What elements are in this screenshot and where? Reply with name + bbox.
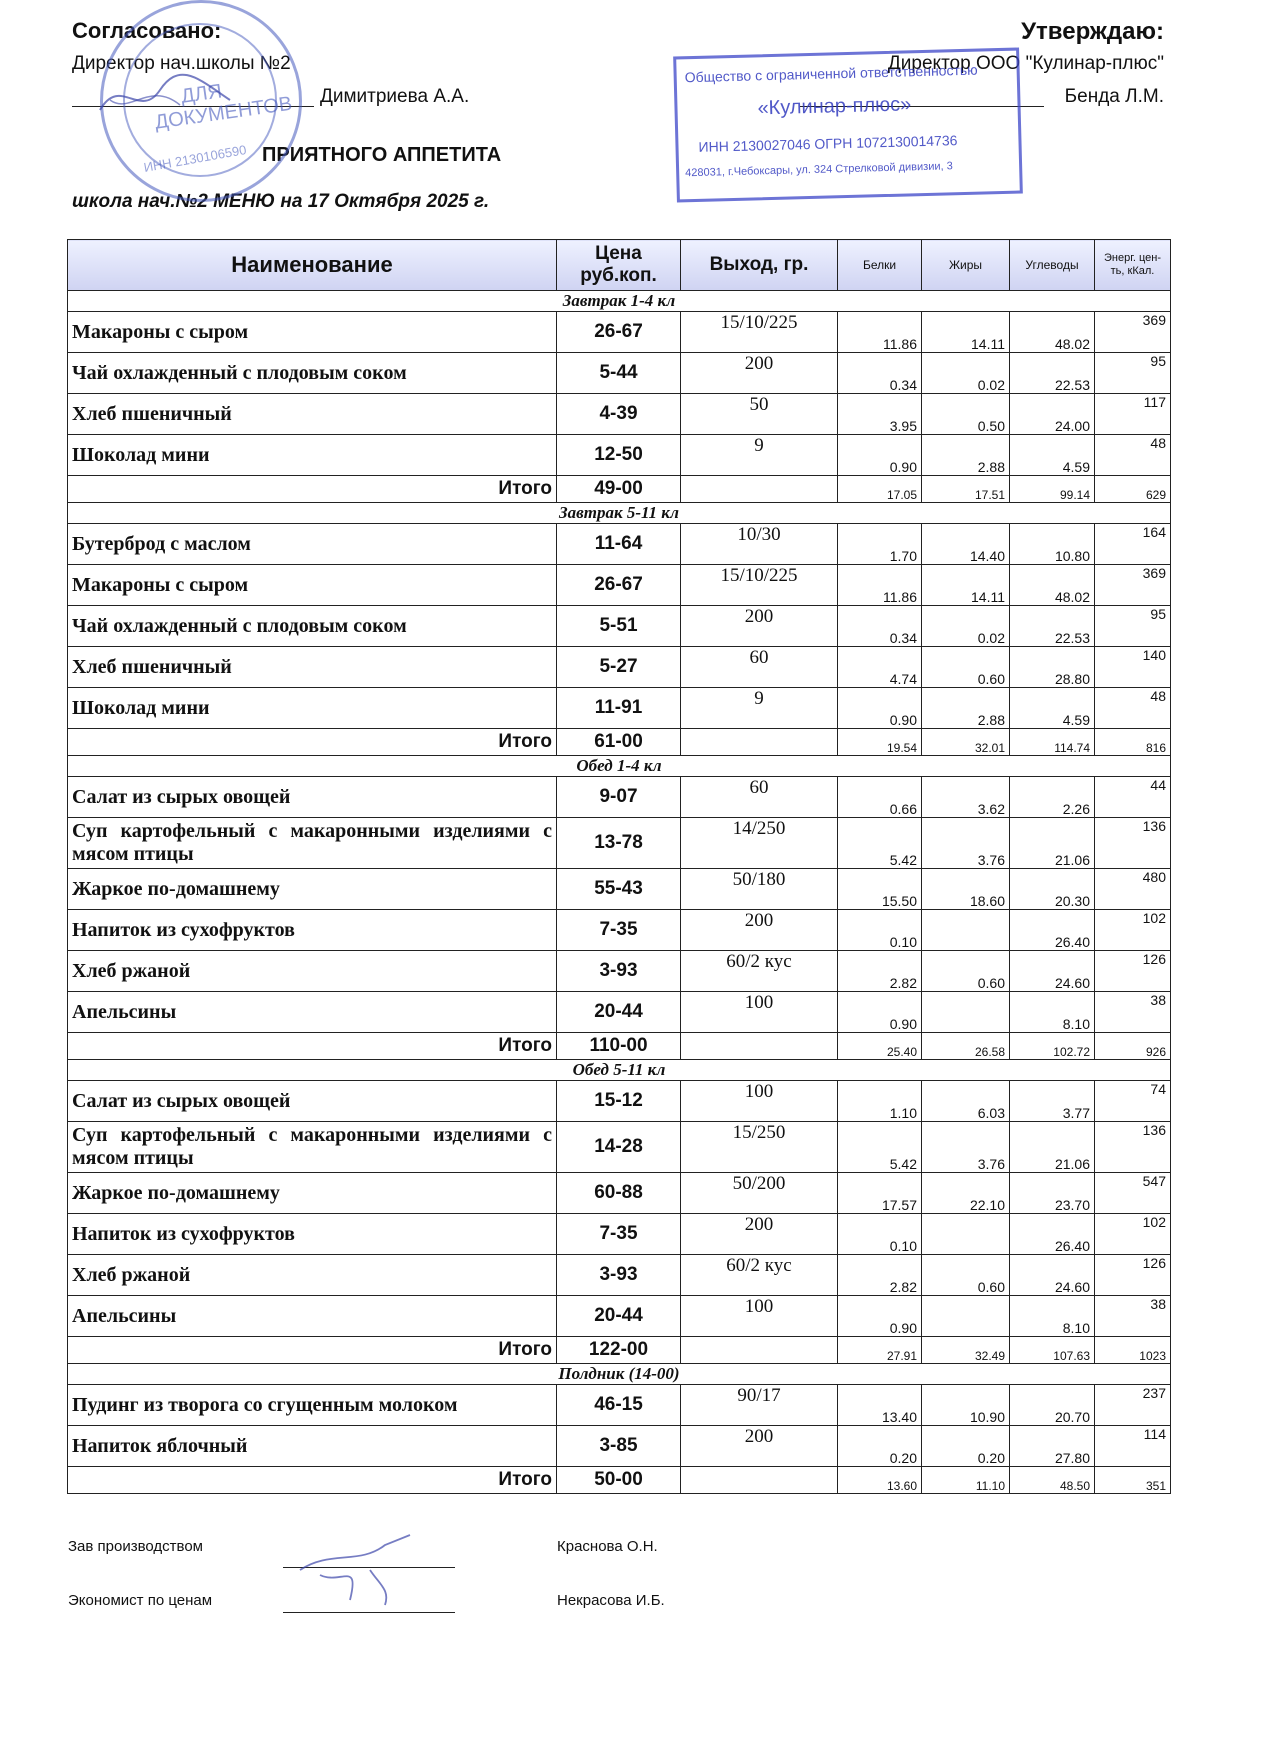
menu-table-body (68, 291, 1171, 1494)
footer-signature-scribble (290, 1530, 440, 1610)
dish-energy: 44 (1095, 777, 1171, 818)
dish-price: 9-07 (557, 777, 681, 818)
round-stamp-center-text: ДЛЯ ДОКУМЕНТОВ (153, 80, 294, 134)
dish-name: Хлеб пшеничный (68, 394, 557, 435)
dish-carbs: 20.70 (1010, 1385, 1095, 1426)
dish-yield: 90/17 (681, 1385, 838, 1426)
col-header-price: Цена руб.коп. (557, 240, 681, 291)
dish-name: Хлеб ржаной (68, 1255, 557, 1296)
dish-name: Жаркое по-домашнему (68, 1173, 557, 1214)
dish-fat: 0.50 (922, 394, 1010, 435)
dish-protein: 11.86 (838, 312, 922, 353)
section-header-row (68, 1060, 1171, 1081)
dish-name: Суп картофельный с макаронными изделиями с мясом птицы (68, 1122, 557, 1173)
table-row (68, 910, 1171, 951)
table-row (68, 777, 1171, 818)
dish-fat: 0.60 (922, 647, 1010, 688)
total-row (68, 1467, 1171, 1494)
dish-energy: 114 (1095, 1426, 1171, 1467)
dish-name: Макароны с сыром (68, 312, 557, 353)
dish-protein: 0.10 (838, 1214, 922, 1255)
footer-signature-line-2 (283, 1612, 455, 1613)
menu-date-line: школа нач.№2 МЕНЮ на 17 Октября 2025 г. (72, 191, 490, 212)
dish-energy: 95 (1095, 606, 1171, 647)
section-title: Завтрак 5-11 кл (68, 503, 1171, 524)
dish-yield: 60/2 кус (681, 1255, 838, 1296)
total-label: Итого (68, 1337, 557, 1364)
dish-protein: 0.20 (838, 1426, 922, 1467)
total-carbs: 48.50 (1010, 1467, 1095, 1494)
col-header-carbs: Углеводы (1010, 240, 1095, 291)
dish-price: 11-91 (557, 688, 681, 729)
col-header-name: Наименование (68, 240, 557, 291)
section-header-row (68, 756, 1171, 777)
dish-protein: 0.90 (838, 992, 922, 1033)
footer-name-1: Краснова О.Н. (557, 1538, 658, 1555)
dish-carbs: 8.10 (1010, 992, 1095, 1033)
total-protein: 25.40 (838, 1033, 922, 1060)
dish-price: 55-43 (557, 869, 681, 910)
dish-name: Бутерброд с маслом (68, 524, 557, 565)
dish-protein: 0.34 (838, 606, 922, 647)
dish-fat (922, 1214, 1010, 1255)
table-row (68, 394, 1171, 435)
dish-energy: 136 (1095, 1122, 1171, 1173)
dish-protein: 2.82 (838, 951, 922, 992)
dish-protein: 1.10 (838, 1081, 922, 1122)
total-energy: 629 (1095, 476, 1171, 503)
dish-energy: 126 (1095, 951, 1171, 992)
dish-carbs: 4.59 (1010, 688, 1095, 729)
total-price: 61-00 (557, 729, 681, 756)
dish-price: 26-67 (557, 312, 681, 353)
total-yield-empty (681, 1337, 838, 1364)
dish-yield: 50/180 (681, 869, 838, 910)
dish-protein: 5.42 (838, 818, 922, 869)
dish-yield: 100 (681, 1296, 838, 1337)
dish-carbs: 23.70 (1010, 1173, 1095, 1214)
total-protein: 19.54 (838, 729, 922, 756)
dish-yield: 50/200 (681, 1173, 838, 1214)
table-row (68, 312, 1171, 353)
col-header-yield: Выход, гр. (681, 240, 838, 291)
dish-carbs: 26.40 (1010, 910, 1095, 951)
dish-fat (922, 992, 1010, 1033)
dish-energy: 140 (1095, 647, 1171, 688)
dish-yield: 200 (681, 606, 838, 647)
dish-price: 20-44 (557, 992, 681, 1033)
dish-carbs: 10.80 (1010, 524, 1095, 565)
dish-fat: 18.60 (922, 869, 1010, 910)
dish-protein: 0.34 (838, 353, 922, 394)
dish-energy: 102 (1095, 910, 1171, 951)
right-approval-name: Бенда Л.М. (1064, 86, 1164, 107)
total-energy: 926 (1095, 1033, 1171, 1060)
dish-price: 5-51 (557, 606, 681, 647)
total-protein: 13.60 (838, 1467, 922, 1494)
dish-carbs: 24.60 (1010, 951, 1095, 992)
dish-name: Хлеб ржаной (68, 951, 557, 992)
dish-yield: 9 (681, 435, 838, 476)
dish-energy: 369 (1095, 312, 1171, 353)
dish-protein: 5.42 (838, 1122, 922, 1173)
dish-name: Хлеб пшеничный (68, 647, 557, 688)
dish-fat: 0.20 (922, 1426, 1010, 1467)
dish-price: 13-78 (557, 818, 681, 869)
table-row (68, 1426, 1171, 1467)
dish-energy: 48 (1095, 435, 1171, 476)
table-row (68, 992, 1171, 1033)
dish-yield: 50 (681, 394, 838, 435)
dish-price: 3-93 (557, 951, 681, 992)
total-fat: 26.58 (922, 1033, 1010, 1060)
table-row (68, 688, 1171, 729)
total-fat: 17.51 (922, 476, 1010, 503)
total-price: 49-00 (557, 476, 681, 503)
dish-fat: 2.88 (922, 435, 1010, 476)
total-energy: 1023 (1095, 1337, 1171, 1364)
total-fat: 32.49 (922, 1337, 1010, 1364)
dish-yield: 15/10/225 (681, 312, 838, 353)
dish-fat: 22.10 (922, 1173, 1010, 1214)
col-header-protein: Белки (838, 240, 922, 291)
dish-fat (922, 910, 1010, 951)
dish-carbs: 48.02 (1010, 312, 1095, 353)
total-energy: 351 (1095, 1467, 1171, 1494)
dish-energy: 547 (1095, 1173, 1171, 1214)
menu-table (67, 239, 1171, 1494)
dish-name: Жаркое по-домашнему (68, 869, 557, 910)
total-label: Итого (68, 1033, 557, 1060)
dish-energy: 74 (1095, 1081, 1171, 1122)
dish-price: 11-64 (557, 524, 681, 565)
dish-name: Напиток из сухофруктов (68, 910, 557, 951)
footer-role-2: Экономист по ценам (68, 1592, 213, 1609)
dish-fat: 6.03 (922, 1081, 1010, 1122)
section-title: Полдник (14-00) (68, 1364, 1171, 1385)
total-row (68, 476, 1171, 503)
table-row (68, 435, 1171, 476)
section-title: Завтрак 1-4 кл (68, 291, 1171, 312)
dish-energy: 480 (1095, 869, 1171, 910)
table-row (68, 353, 1171, 394)
dish-fat: 14.11 (922, 312, 1010, 353)
dish-energy: 164 (1095, 524, 1171, 565)
dish-carbs: 4.59 (1010, 435, 1095, 476)
dish-name: Салат из сырых овощей (68, 777, 557, 818)
dish-protein: 17.57 (838, 1173, 922, 1214)
dish-price: 20-44 (557, 1296, 681, 1337)
table-row (68, 606, 1171, 647)
dish-yield: 60/2 кус (681, 951, 838, 992)
dish-energy: 237 (1095, 1385, 1171, 1426)
footer-name-2: Некрасова И.Б. (557, 1592, 665, 1609)
table-row (68, 951, 1171, 992)
dish-fat: 3.62 (922, 777, 1010, 818)
dish-protein: 0.90 (838, 435, 922, 476)
total-yield-empty (681, 729, 838, 756)
dish-carbs: 26.40 (1010, 1214, 1095, 1255)
dish-energy: 117 (1095, 394, 1171, 435)
dish-name: Апельсины (68, 1296, 557, 1337)
dish-yield: 14/250 (681, 818, 838, 869)
dish-yield: 10/30 (681, 524, 838, 565)
dish-carbs: 22.53 (1010, 353, 1095, 394)
total-price: 50-00 (557, 1467, 681, 1494)
dish-name: Шоколад мини (68, 435, 557, 476)
left-approval-position: Директор нач.школы №2 (72, 53, 291, 74)
total-protein: 27.91 (838, 1337, 922, 1364)
dish-fat: 10.90 (922, 1385, 1010, 1426)
dish-carbs: 24.60 (1010, 1255, 1095, 1296)
total-price: 110-00 (557, 1033, 681, 1060)
dish-yield: 60 (681, 777, 838, 818)
dish-price: 12-50 (557, 435, 681, 476)
dish-energy: 102 (1095, 1214, 1171, 1255)
signature-director-school (90, 70, 240, 130)
dish-carbs: 2.26 (1010, 777, 1095, 818)
dish-price: 5-27 (557, 647, 681, 688)
total-row (68, 1337, 1171, 1364)
dish-yield: 200 (681, 1214, 838, 1255)
dish-energy: 38 (1095, 1296, 1171, 1337)
total-carbs: 102.72 (1010, 1033, 1095, 1060)
total-carbs: 99.14 (1010, 476, 1095, 503)
company-stamp-line3: ИНН 2130027046 ОГРН 1072130014736 (698, 132, 958, 155)
total-label: Итого (68, 476, 557, 503)
dish-carbs: 8.10 (1010, 1296, 1095, 1337)
dish-yield: 60 (681, 647, 838, 688)
dish-name: Салат из сырых овощей (68, 1081, 557, 1122)
total-carbs: 114.74 (1010, 729, 1095, 756)
dish-yield: 9 (681, 688, 838, 729)
total-label: Итого (68, 729, 557, 756)
slogan: ПРИЯТНОГО АППЕТИТА (262, 144, 502, 166)
total-carbs: 107.63 (1010, 1337, 1095, 1364)
dish-fat: 0.02 (922, 606, 1010, 647)
dish-name: Шоколад мини (68, 688, 557, 729)
table-row (68, 869, 1171, 910)
total-protein: 17.05 (838, 476, 922, 503)
table-row (68, 818, 1171, 869)
dish-protein: 0.90 (838, 688, 922, 729)
dish-yield: 200 (681, 910, 838, 951)
dish-protein: 0.90 (838, 1296, 922, 1337)
table-row (68, 565, 1171, 606)
section-title: Обед 1-4 кл (68, 756, 1171, 777)
total-yield-empty (681, 1467, 838, 1494)
dish-fat: 0.60 (922, 951, 1010, 992)
dish-protein: 11.86 (838, 565, 922, 606)
section-header-row (68, 291, 1171, 312)
company-stamp-line1: Общество с ограниченной ответственностью (684, 61, 978, 86)
dish-protein: 15.50 (838, 869, 922, 910)
right-approval-title: Утверждаю: (1021, 18, 1164, 45)
right-approval-position: Директор ООО "Кулинар-плюс" (887, 53, 1164, 74)
section-header-row (68, 1364, 1171, 1385)
dish-yield: 200 (681, 353, 838, 394)
dish-yield: 100 (681, 992, 838, 1033)
company-stamp (673, 47, 1023, 202)
left-approval-title: Согласовано: (72, 18, 222, 43)
dish-protein: 4.74 (838, 647, 922, 688)
dish-yield: 200 (681, 1426, 838, 1467)
dish-protein: 1.70 (838, 524, 922, 565)
total-price: 122-00 (557, 1337, 681, 1364)
dish-carbs: 21.06 (1010, 818, 1095, 869)
dish-protein: 3.95 (838, 394, 922, 435)
dish-protein: 0.10 (838, 910, 922, 951)
dish-carbs: 28.80 (1010, 647, 1095, 688)
table-row (68, 524, 1171, 565)
col-header-fat: Жиры (922, 240, 1010, 291)
dish-name: Пудинг из творога со сгущенным молоком (68, 1385, 557, 1426)
total-energy: 816 (1095, 729, 1171, 756)
total-fat: 32.01 (922, 729, 1010, 756)
dish-name: Макароны с сыром (68, 565, 557, 606)
dish-energy: 136 (1095, 818, 1171, 869)
table-row (68, 647, 1171, 688)
total-row (68, 1033, 1171, 1060)
company-stamp-line2: «Кулинар-плюс» (757, 93, 912, 120)
dish-price: 3-93 (557, 1255, 681, 1296)
dish-yield: 100 (681, 1081, 838, 1122)
total-fat: 11.10 (922, 1467, 1010, 1494)
section-title: Обед 5-11 кл (68, 1060, 1171, 1081)
dish-energy: 126 (1095, 1255, 1171, 1296)
dish-price: 14-28 (557, 1122, 681, 1173)
dish-fat: 14.11 (922, 565, 1010, 606)
total-row (68, 729, 1171, 756)
table-row (68, 1122, 1171, 1173)
dish-fat: 2.88 (922, 688, 1010, 729)
dish-carbs: 3.77 (1010, 1081, 1095, 1122)
dish-fat: 3.76 (922, 818, 1010, 869)
dish-carbs: 27.80 (1010, 1426, 1095, 1467)
dish-carbs: 48.02 (1010, 565, 1095, 606)
table-row (68, 1385, 1171, 1426)
dish-name: Апельсины (68, 992, 557, 1033)
dish-price: 15-12 (557, 1081, 681, 1122)
dish-protein: 2.82 (838, 1255, 922, 1296)
dish-carbs: 22.53 (1010, 606, 1095, 647)
dish-price: 46-15 (557, 1385, 681, 1426)
dish-name: Напиток из сухофруктов (68, 1214, 557, 1255)
table-row (68, 1296, 1171, 1337)
table-row (68, 1214, 1171, 1255)
total-yield-empty (681, 1033, 838, 1060)
dish-name: Чай охлажденный с плодовым соком (68, 353, 557, 394)
dish-price: 7-35 (557, 910, 681, 951)
section-header-row (68, 503, 1171, 524)
dish-price: 4-39 (557, 394, 681, 435)
dish-fat (922, 1296, 1010, 1337)
dish-price: 5-44 (557, 353, 681, 394)
dish-name: Напиток яблочный (68, 1426, 557, 1467)
dish-price: 60-88 (557, 1173, 681, 1214)
table-row (68, 1173, 1171, 1214)
dish-protein: 0.66 (838, 777, 922, 818)
round-stamp-ring-text: ИНН 2130106590 (142, 142, 248, 175)
total-label: Итого (68, 1467, 557, 1494)
dish-carbs: 21.06 (1010, 1122, 1095, 1173)
dish-energy: 95 (1095, 353, 1171, 394)
dish-fat: 14.40 (922, 524, 1010, 565)
company-stamp-line4: 428031, г.Чебоксары, ул. 324 Стрелковой дивизии, 3 (685, 160, 953, 180)
dish-yield: 15/10/225 (681, 565, 838, 606)
dish-price: 3-85 (557, 1426, 681, 1467)
dish-name: Суп картофельный с макаронными изделиями с мясом птицы (68, 818, 557, 869)
dish-price: 7-35 (557, 1214, 681, 1255)
col-header-energy: Энерг. цен-ть, кКал. (1095, 240, 1171, 291)
table-row (68, 1081, 1171, 1122)
table-row (68, 1255, 1171, 1296)
dish-fat: 3.76 (922, 1122, 1010, 1173)
dish-price: 26-67 (557, 565, 681, 606)
dish-yield: 15/250 (681, 1122, 838, 1173)
dish-fat: 0.60 (922, 1255, 1010, 1296)
dish-energy: 38 (1095, 992, 1171, 1033)
dish-carbs: 20.30 (1010, 869, 1095, 910)
left-approval-name: Димитриева А.А. (320, 86, 470, 107)
table-header-row (68, 240, 1171, 291)
footer-role-1: Зав производством (68, 1538, 203, 1555)
dish-fat: 0.02 (922, 353, 1010, 394)
total-yield-empty (681, 476, 838, 503)
dish-name: Чай охлажденный с плодовым соком (68, 606, 557, 647)
dish-protein: 13.40 (838, 1385, 922, 1426)
dish-energy: 369 (1095, 565, 1171, 606)
dish-carbs: 24.00 (1010, 394, 1095, 435)
dish-energy: 48 (1095, 688, 1171, 729)
